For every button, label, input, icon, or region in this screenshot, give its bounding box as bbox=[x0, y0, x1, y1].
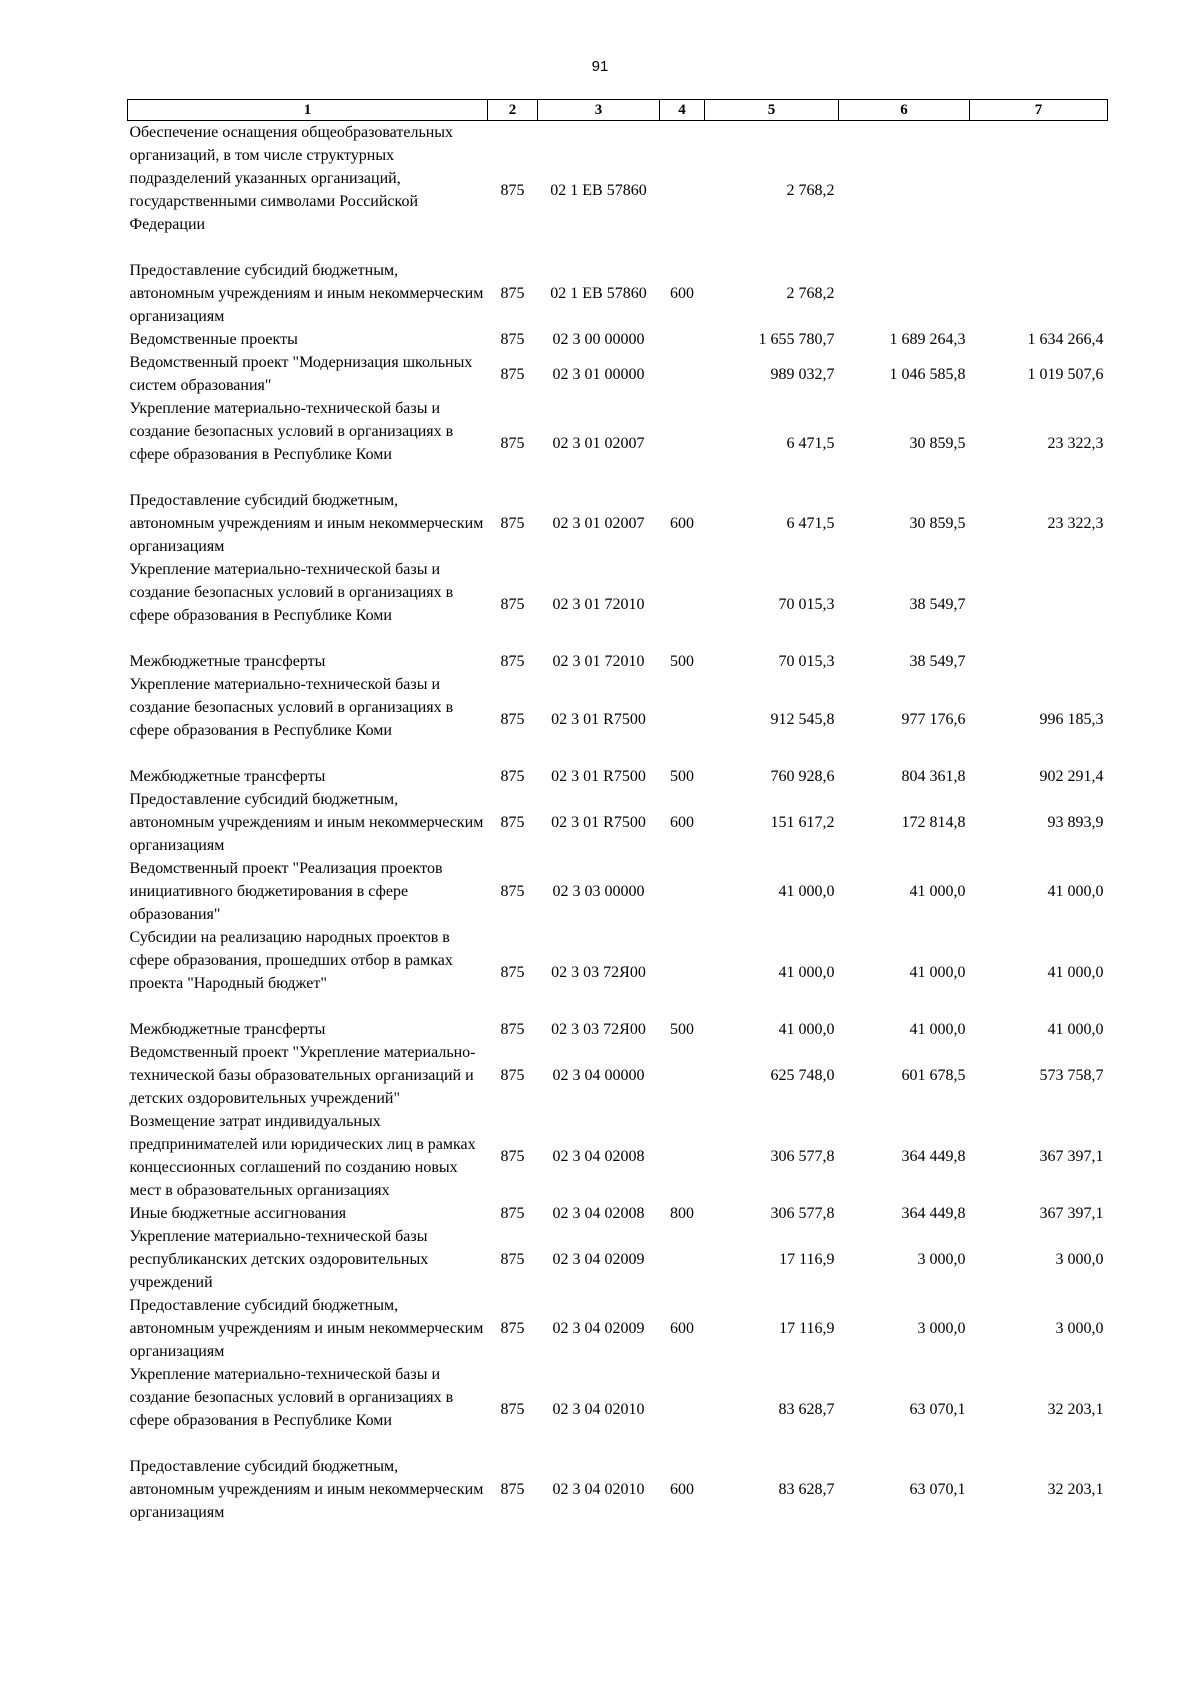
row-grbs: 875 bbox=[500, 1205, 525, 1222]
table-row bbox=[128, 1041, 1108, 1110]
row-value-7: 367 397,1 bbox=[1039, 1147, 1104, 1165]
row-vr: 600 bbox=[670, 515, 694, 532]
row-description: Предоставление субсидий бюджетным, автономным учреждениям и иным некоммерческим организациям bbox=[129, 1297, 484, 1360]
row-code: 02 1 ЕВ 57860 bbox=[550, 181, 647, 199]
row-description: Ведомственный проект "Реализация проектов инициативного бюджетирования в сфере образования" bbox=[129, 860, 443, 923]
table-row bbox=[128, 765, 1108, 788]
row-value-7: 93 893,9 bbox=[1047, 814, 1104, 831]
row-value-7: 3 000,0 bbox=[1055, 1251, 1104, 1268]
row-value-6: 41 000,0 bbox=[909, 963, 966, 981]
row-description: Ведомственные проекты bbox=[129, 331, 298, 348]
row-grbs: 875 bbox=[500, 883, 525, 900]
row-description: Межбюджетные трансферты bbox=[129, 1021, 326, 1038]
row-value-7: 41 000,0 bbox=[1047, 1021, 1104, 1038]
header-col-6: 6 bbox=[839, 100, 970, 121]
row-code: 02 3 01 R7500 bbox=[551, 768, 646, 785]
row-value-7: 3 000,0 bbox=[1055, 1320, 1104, 1337]
row-description: Субсидии на реализацию народных проектов в сфере образования, прошедших отбор в рамках проекта "Народный бюджет" bbox=[129, 929, 453, 992]
row-code: 02 3 01 R7500 bbox=[551, 814, 646, 831]
row-code: 02 3 03 00000 bbox=[552, 883, 645, 900]
table-row bbox=[128, 673, 1108, 765]
row-value-6: 41 000,0 bbox=[909, 883, 966, 900]
row-value-5: 41 000,0 bbox=[778, 963, 835, 981]
row-code: 02 1 ЕВ 57860 bbox=[550, 285, 647, 302]
row-value-6: 30 859,5 bbox=[909, 434, 966, 452]
row-value-6: 977 176,6 bbox=[901, 710, 966, 728]
row-value-5: 912 545,8 bbox=[770, 710, 835, 728]
row-vr bbox=[660, 673, 705, 765]
row-description: Межбюджетные трансферты bbox=[129, 653, 326, 670]
table-row bbox=[128, 1018, 1108, 1041]
row-code: 02 3 01 02007 bbox=[552, 515, 645, 532]
row-vr bbox=[660, 1110, 705, 1202]
row-code: 02 3 04 02009 bbox=[552, 1251, 645, 1268]
row-description: Укрепление материально-технической базы и создание безопасных условий в организациях в сфере образования в Республике Коми bbox=[129, 676, 454, 739]
table-row bbox=[128, 857, 1108, 926]
row-vr: 600 bbox=[670, 814, 694, 831]
row-value-5: 306 577,8 bbox=[770, 1147, 835, 1165]
row-value-6 bbox=[839, 121, 970, 260]
row-vr: 600 bbox=[670, 285, 694, 302]
table-row bbox=[128, 121, 1108, 260]
table-row bbox=[128, 1294, 1108, 1363]
table-row bbox=[128, 397, 1108, 489]
row-value-5: 6 471,5 bbox=[786, 515, 835, 532]
table-row bbox=[128, 1363, 1108, 1455]
row-code: 02 3 01 72010 bbox=[552, 595, 645, 613]
row-value-5: 989 032,7 bbox=[770, 365, 835, 383]
row-description: Обеспечение оснащения общеобразовательных организаций, в том числе структурных подразделений указанных организаций, государственными символами Российской Федерации bbox=[129, 124, 454, 233]
table-row bbox=[128, 1225, 1108, 1294]
row-description: Межбюджетные трансферты bbox=[129, 768, 326, 785]
row-description: Предоставление субсидий бюджетным, автономным учреждениям и иным некоммерческим организациям bbox=[129, 1458, 484, 1521]
row-value-5: 306 577,8 bbox=[770, 1205, 835, 1222]
row-code: 02 3 01 R7500 bbox=[551, 710, 646, 728]
row-value-6: 30 859,5 bbox=[909, 515, 966, 532]
row-value-5: 70 015,3 bbox=[778, 595, 835, 613]
table-row bbox=[128, 1110, 1108, 1202]
row-description: Укрепление материально-технической базы республиканских детских оздоровительных учреждений bbox=[129, 1228, 429, 1291]
row-value-6: 41 000,0 bbox=[909, 1021, 966, 1038]
row-code: 02 3 03 72Я00 bbox=[551, 963, 646, 981]
row-vr: 600 bbox=[670, 1481, 694, 1498]
row-vr: 500 bbox=[670, 653, 694, 670]
row-code: 02 3 00 00000 bbox=[552, 331, 645, 348]
row-value-5: 2 768,2 bbox=[786, 285, 835, 302]
row-value-6: 3 000,0 bbox=[917, 1251, 966, 1268]
row-grbs: 875 bbox=[500, 1251, 525, 1268]
row-vr bbox=[660, 351, 705, 397]
row-description: Укрепление материально-технической базы и создание безопасных условий в организациях в сфере образования в Республике Коми bbox=[129, 400, 454, 463]
row-value-5: 41 000,0 bbox=[778, 1021, 835, 1038]
table-row bbox=[128, 558, 1108, 650]
row-value-6: 38 549,7 bbox=[909, 653, 966, 670]
row-value-5: 83 628,7 bbox=[778, 1400, 835, 1418]
row-value-7: 1 019 507,6 bbox=[1027, 365, 1104, 383]
row-vr bbox=[660, 328, 705, 351]
table-row bbox=[128, 1202, 1108, 1225]
row-vr bbox=[660, 121, 705, 260]
row-vr bbox=[660, 1363, 705, 1455]
row-vr: 500 bbox=[670, 768, 694, 785]
row-value-6: 364 449,8 bbox=[901, 1147, 966, 1165]
row-value-5: 1 655 780,7 bbox=[758, 331, 835, 348]
row-grbs: 875 bbox=[500, 1320, 525, 1337]
row-code: 02 3 04 02009 bbox=[552, 1320, 645, 1337]
row-description: Предоставление субсидий бюджетным, автономным учреждениям и иным некоммерческим организациям bbox=[129, 492, 484, 555]
row-code: 02 3 04 02008 bbox=[552, 1147, 645, 1165]
row-grbs: 875 bbox=[500, 515, 525, 532]
row-value-7: 32 203,1 bbox=[1047, 1481, 1104, 1498]
row-value-5: 17 116,9 bbox=[779, 1251, 835, 1268]
row-grbs: 875 bbox=[500, 595, 525, 613]
header-col-2: 2 bbox=[488, 100, 538, 121]
row-grbs: 875 bbox=[500, 710, 525, 728]
table-row bbox=[128, 328, 1108, 351]
row-value-7: 32 203,1 bbox=[1047, 1400, 1104, 1418]
table-row bbox=[128, 1455, 1108, 1524]
row-value-6: 172 814,8 bbox=[901, 814, 966, 831]
row-value-7: 41 000,0 bbox=[1047, 883, 1104, 900]
table-row bbox=[128, 259, 1108, 328]
row-grbs: 875 bbox=[500, 434, 525, 452]
row-value-6: 601 678,5 bbox=[901, 1067, 966, 1084]
row-value-7: 23 322,3 bbox=[1047, 515, 1104, 532]
row-grbs: 875 bbox=[500, 653, 525, 670]
row-value-6: 364 449,8 bbox=[901, 1205, 966, 1222]
row-vr bbox=[660, 1225, 705, 1294]
budget-table bbox=[127, 99, 1108, 1524]
row-value-7 bbox=[970, 558, 1108, 650]
row-value-6: 63 070,1 bbox=[909, 1400, 966, 1418]
row-value-5: 70 015,3 bbox=[778, 653, 835, 670]
row-value-5: 625 748,0 bbox=[770, 1067, 835, 1084]
row-code: 02 3 01 02007 bbox=[552, 434, 645, 452]
page-number: 91 bbox=[591, 58, 609, 75]
row-description: Предоставление субсидий бюджетным, автономным учреждениям и иным некоммерческим организациям bbox=[129, 791, 484, 854]
row-grbs: 875 bbox=[500, 768, 525, 785]
row-value-7: 573 758,7 bbox=[1039, 1067, 1104, 1084]
row-value-5: 17 116,9 bbox=[779, 1320, 835, 1337]
row-vr: 600 bbox=[670, 1320, 694, 1337]
row-value-7: 996 185,3 bbox=[1039, 710, 1104, 728]
row-description: Иные бюджетные ассигнования bbox=[129, 1205, 347, 1222]
row-vr bbox=[660, 1041, 705, 1110]
table-row bbox=[128, 788, 1108, 857]
row-value-7 bbox=[970, 650, 1108, 673]
row-vr bbox=[660, 857, 705, 926]
row-value-5: 2 768,2 bbox=[786, 181, 835, 199]
row-code: 02 3 04 02008 bbox=[552, 1205, 645, 1222]
row-value-5: 151 617,2 bbox=[770, 814, 835, 831]
row-code: 02 3 04 02010 bbox=[552, 1400, 645, 1418]
row-code: 02 3 04 00000 bbox=[552, 1067, 645, 1084]
row-value-7 bbox=[970, 121, 1108, 260]
table-row bbox=[128, 926, 1108, 1018]
row-value-7: 902 291,4 bbox=[1039, 768, 1104, 785]
row-value-7 bbox=[970, 259, 1108, 328]
row-value-6: 38 549,7 bbox=[909, 595, 966, 613]
row-description: Ведомственный проект "Модернизация школьных систем образования" bbox=[129, 354, 473, 394]
table-header-row bbox=[128, 100, 1108, 121]
row-vr: 500 bbox=[670, 1021, 694, 1038]
row-grbs: 875 bbox=[500, 331, 525, 348]
row-value-7: 41 000,0 bbox=[1047, 963, 1104, 981]
row-grbs: 875 bbox=[500, 963, 525, 981]
row-vr bbox=[660, 397, 705, 489]
header-col-4: 4 bbox=[660, 100, 705, 121]
row-grbs: 875 bbox=[500, 1400, 525, 1418]
row-code: 02 3 03 72Я00 bbox=[551, 1021, 646, 1038]
row-vr: 800 bbox=[670, 1205, 694, 1222]
row-grbs: 875 bbox=[500, 814, 525, 831]
row-vr bbox=[660, 558, 705, 650]
table-row bbox=[128, 489, 1108, 558]
row-value-5: 41 000,0 bbox=[778, 883, 835, 900]
row-value-5: 760 928,6 bbox=[770, 768, 835, 785]
header-col-5: 5 bbox=[705, 100, 839, 121]
row-description: Укрепление материально-технической базы и создание безопасных условий в организациях в сфере образования в Республике Коми bbox=[129, 561, 454, 624]
table-row bbox=[128, 351, 1108, 397]
row-description: Укрепление материально-технической базы и создание безопасных условий в организациях в сфере образования в Республике Коми bbox=[129, 1366, 454, 1429]
header-col-1: 1 bbox=[128, 100, 488, 121]
row-grbs: 875 bbox=[500, 1067, 525, 1084]
header-col-7: 7 bbox=[970, 100, 1108, 121]
row-grbs: 875 bbox=[500, 1147, 525, 1165]
row-grbs: 875 bbox=[500, 285, 525, 302]
row-grbs: 875 bbox=[500, 1481, 525, 1498]
header-col-3: 3 bbox=[538, 100, 660, 121]
table-row bbox=[128, 650, 1108, 673]
row-value-6: 1 689 264,3 bbox=[889, 331, 966, 348]
row-value-7: 1 634 266,4 bbox=[1027, 331, 1104, 348]
row-description: Ведомственный проект "Укрепление материально-технической базы образовательных организаций и детских оздоровительных учреждений" bbox=[129, 1044, 476, 1107]
row-code: 02 3 01 72010 bbox=[552, 653, 645, 670]
row-value-6: 804 361,8 bbox=[901, 768, 966, 785]
row-description: Предоставление субсидий бюджетным, автономным учреждениям и иным некоммерческим организациям bbox=[129, 262, 484, 325]
row-grbs: 875 bbox=[500, 365, 525, 383]
row-grbs: 875 bbox=[500, 1021, 525, 1038]
row-vr bbox=[660, 926, 705, 1018]
row-value-7: 23 322,3 bbox=[1047, 434, 1104, 452]
row-code: 02 3 01 00000 bbox=[552, 365, 645, 383]
row-code: 02 3 04 02010 bbox=[552, 1481, 645, 1498]
row-description: Возмещение затрат индивидуальных предпринимателей или юридических лиц в рамках концессионных соглашений по созданию новых мест в образовательных организациях bbox=[129, 1113, 476, 1199]
row-value-5: 83 628,7 bbox=[778, 1481, 835, 1498]
row-value-6: 3 000,0 bbox=[917, 1320, 966, 1337]
row-value-5: 6 471,5 bbox=[786, 434, 835, 452]
row-grbs: 875 bbox=[500, 181, 525, 199]
row-value-7: 367 397,1 bbox=[1039, 1205, 1104, 1222]
row-value-6: 63 070,1 bbox=[909, 1481, 966, 1498]
row-value-6 bbox=[839, 259, 970, 328]
row-value-6: 1 046 585,8 bbox=[889, 365, 966, 383]
